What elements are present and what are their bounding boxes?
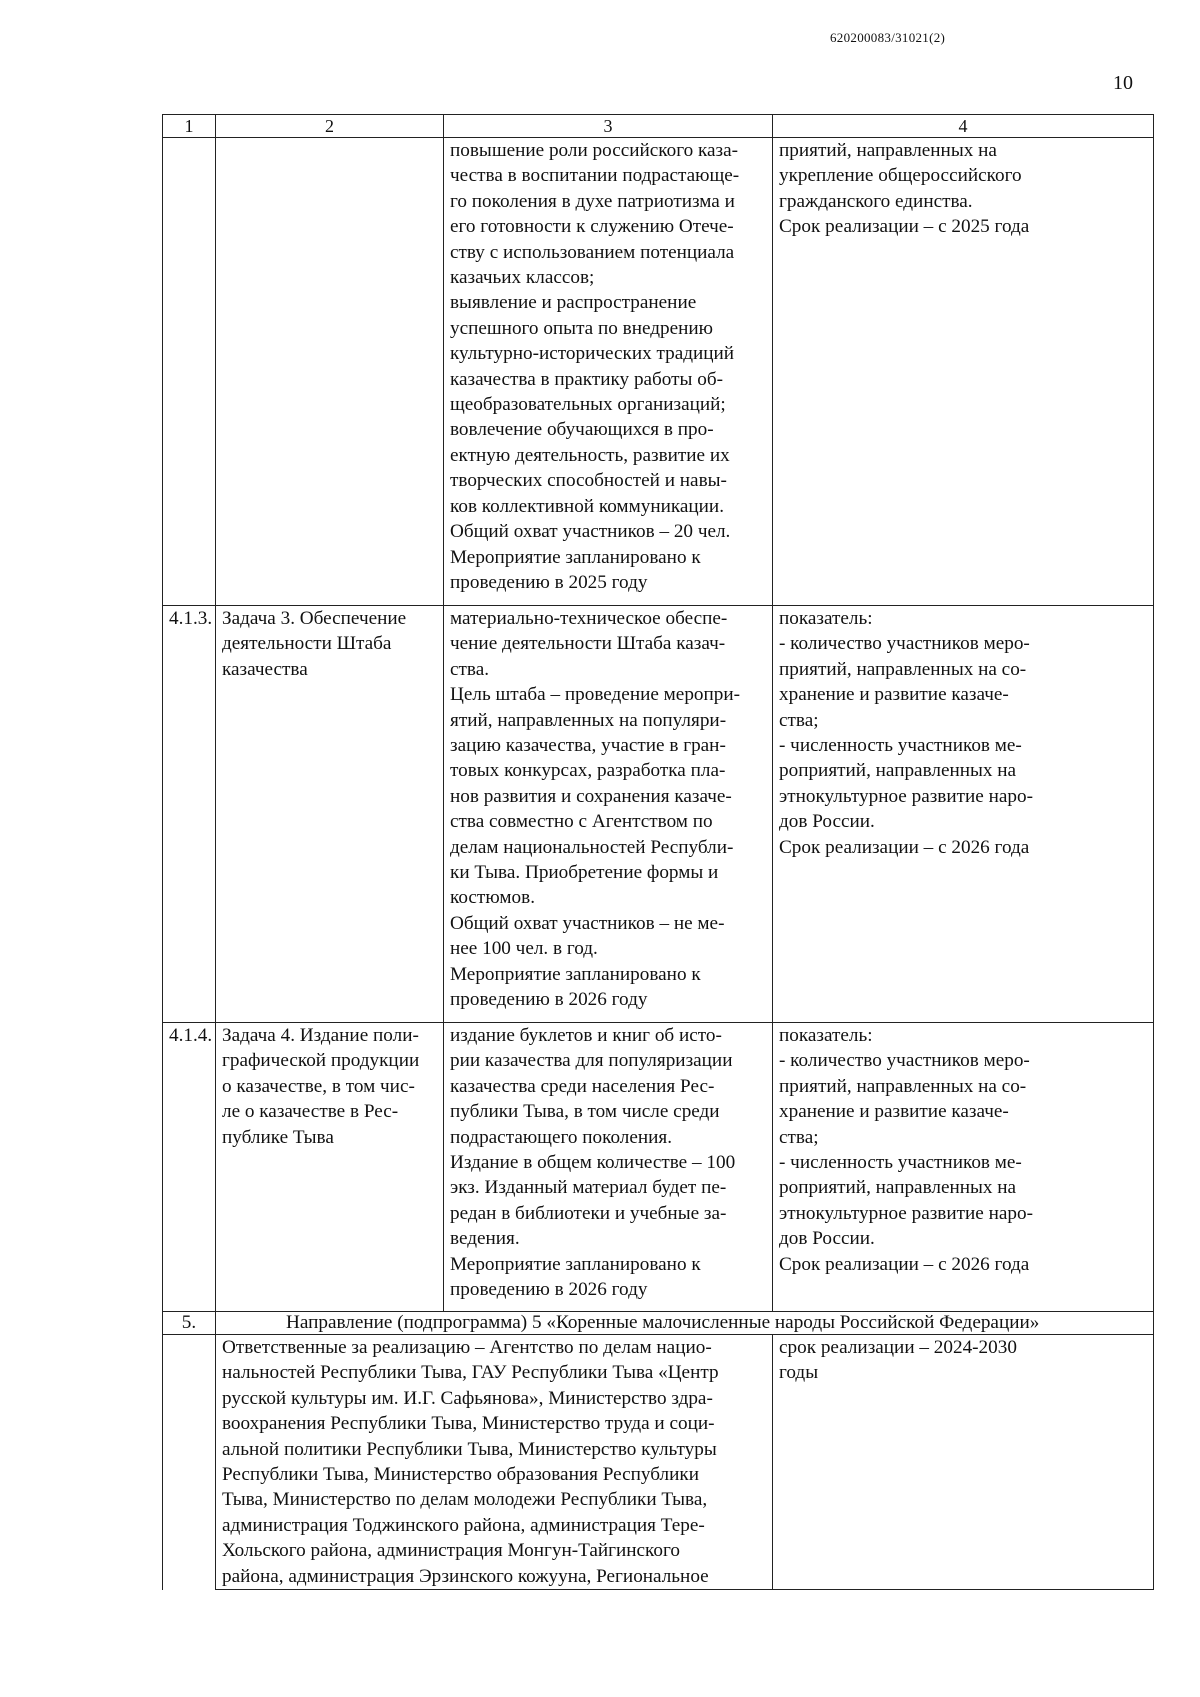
responsible-row: [163, 1335, 1154, 1590]
text-line: этнокультурное развитие наро-: [779, 785, 1033, 807]
empty-cell: [163, 1335, 216, 1590]
text-line: щеобразовательных организаций;: [450, 394, 726, 416]
text-line: проведению в 2025 году: [450, 571, 648, 593]
text-line: этнокультурное развитие наро-: [779, 1202, 1033, 1224]
text-line: повышение роли российского каза-: [450, 140, 739, 161]
program-table: [162, 114, 1154, 1590]
text-line: редан в библиотеки и учебные за-: [450, 1202, 727, 1224]
text-line: Хольского района, администрация Монгун-Тайгинского: [222, 1540, 680, 1562]
text-line: приятий, направленных на со-: [779, 658, 1027, 680]
indicator-cell: [773, 1023, 1154, 1312]
text-line: чение деятельности Штаба казач-: [450, 633, 726, 655]
text-line: Общий охват участников – не ме-: [450, 912, 725, 934]
text-line: роприятий, направленных на: [779, 1177, 1017, 1199]
column-header-4: 4: [773, 115, 1154, 138]
term-cell: [773, 1335, 1154, 1590]
text-line: ведения.: [450, 1228, 520, 1250]
text-line: - численность участников ме-: [779, 1152, 1022, 1174]
text-line: чества в воспитании подрастающе-: [450, 165, 740, 187]
column-header-2: 2: [216, 115, 444, 138]
text-line: - численность участников ме-: [779, 735, 1022, 757]
row-number: 4.1.3.: [163, 606, 216, 1023]
text-line: Мероприятие запланировано к: [450, 546, 701, 568]
row-number: [163, 138, 216, 606]
text-line: зацию казачества, участие в гран-: [450, 735, 726, 757]
text-line: творческих способностей и навы-: [450, 470, 727, 492]
text-line: ству с использованием потенциала: [450, 241, 735, 263]
text-line: Срок реализации – с 2026 года: [779, 1253, 1030, 1275]
page-number: 10: [1113, 72, 1133, 94]
text-line: подрастающего поколения.: [450, 1126, 673, 1148]
text-line: казачьих классов;: [450, 267, 595, 289]
text-line: ки Тыва. Приобретение формы и: [450, 862, 719, 884]
description-cell: [444, 1023, 773, 1312]
text-line: Задача 4. Издание поли-: [222, 1025, 419, 1046]
text-line: Задача 3. Обеспечение: [222, 608, 407, 629]
task-cell: [216, 606, 444, 1023]
direction-title: Направление (подпрограмма) 5 «Коренные малочисленные народы Российской Федерации»: [216, 1312, 1154, 1335]
text-line: ства совместно с Агентством по: [450, 811, 713, 833]
text-line: выявление и распространение: [450, 292, 697, 314]
text-line: Общий охват участников – 20 чел.: [450, 521, 731, 543]
direction-row: [163, 1312, 1154, 1335]
text-line: хранение и развитие казаче-: [779, 684, 1009, 706]
task-cell: [216, 1023, 444, 1312]
text-line: нальностей Республики Тыва, ГАУ Республики Тыва «Центр: [222, 1362, 719, 1384]
indicator-cell: [773, 138, 1154, 606]
table-row: [163, 138, 1154, 606]
text-line: Издание в общем количестве – 100: [450, 1152, 736, 1174]
text-line: Тыва, Министерство по делам молодежи Республики Тыва,: [222, 1489, 708, 1511]
text-line: ле о казачестве в Рес-: [222, 1101, 399, 1123]
text-line: казачества среди населения Рес-: [450, 1075, 715, 1097]
text-line: проведению в 2026 году: [450, 989, 648, 1011]
text-line: публики Тыва, в том числе среди: [450, 1101, 720, 1123]
column-header-1: 1: [163, 115, 216, 138]
text-line: Срок реализации – с 2025 года: [779, 216, 1030, 238]
text-line: годы: [779, 1362, 819, 1384]
text-line: альной политики Республики Тыва, Министерство культуры: [222, 1438, 717, 1460]
text-line: го поколения в духе патриотизма и: [450, 190, 735, 212]
table-row: [163, 1023, 1154, 1312]
text-line: роприятий, направленных на: [779, 760, 1017, 782]
text-line: экз. Изданный материал будет пе-: [450, 1177, 727, 1199]
text-line: воохранения Республики Тыва, Министерство труда и соци-: [222, 1413, 715, 1435]
table-row: [163, 606, 1154, 1023]
text-line: успешного опыта по внедрению: [450, 317, 713, 339]
text-line: издание буклетов и книг об исто-: [450, 1025, 722, 1046]
text-line: Республики Тыва, Министерство образования Республики: [222, 1464, 699, 1486]
description-cell: [444, 138, 773, 606]
text-line: Срок реализации – с 2026 года: [779, 836, 1030, 858]
text-line: товых конкурсах, разработка пла-: [450, 760, 726, 782]
text-line: проведению в 2026 году: [450, 1279, 648, 1301]
text-line: приятий, направленных на: [779, 140, 997, 161]
text-line: вовлечение обучающихся в про-: [450, 419, 714, 441]
text-line: срок реализации – 2024-2030: [779, 1337, 1017, 1358]
text-line: Ответственные за реализацию – Агентство по делам нацио-: [222, 1337, 712, 1358]
text-line: - количество участников меро-: [779, 633, 1030, 655]
text-line: ектную деятельность, развитие их: [450, 444, 730, 466]
text-line: ятий, направленных на популяри-: [450, 709, 727, 731]
text-line: ства;: [779, 1126, 819, 1148]
text-line: укрепление общероссийского: [779, 165, 1022, 187]
text-line: района, администрация Эрзинского кожууна, Региональное: [222, 1565, 709, 1587]
text-line: нее 100 чел. в год.: [450, 938, 598, 960]
direction-number: 5.: [163, 1312, 216, 1335]
column-header-3: 3: [444, 115, 773, 138]
text-line: культурно-исторических традиций: [450, 343, 735, 365]
text-line: русской культуры им. И.Г. Сафьянова», Министерство здра-: [222, 1387, 713, 1409]
document-id: 620200083/31021(2): [830, 30, 946, 45]
text-line: ства.: [450, 658, 490, 680]
text-line: - количество участников меро-: [779, 1050, 1030, 1072]
text-line: хранение и развитие казаче-: [779, 1101, 1009, 1123]
row-number: 4.1.4.: [163, 1023, 216, 1312]
responsible-cell: [216, 1335, 773, 1590]
text-line: публике Тыва: [222, 1126, 334, 1148]
text-line: его готовности к служению Отече-: [450, 216, 734, 238]
text-line: делам национальностей Республи-: [450, 836, 734, 858]
text-line: деятельности Штаба: [222, 633, 392, 655]
text-line: материально-техническое обеспе-: [450, 608, 728, 629]
table-header-row: [163, 115, 1154, 138]
text-line: дов России.: [779, 1228, 875, 1250]
text-line: Цель штаба – проведение меропри-: [450, 684, 741, 706]
text-line: рии казачества для популяризации: [450, 1050, 733, 1072]
text-line: администрация Тоджинского района, администрация Тере-: [222, 1514, 705, 1536]
text-line: графической продукции: [222, 1050, 420, 1072]
description-cell: [444, 606, 773, 1023]
text-line: дов России.: [779, 811, 875, 833]
text-line: казачества: [222, 658, 308, 680]
text-line: показатель:: [779, 608, 873, 629]
text-line: приятий, направленных на со-: [779, 1075, 1027, 1097]
text-line: гражданского единства.: [779, 190, 973, 212]
text-line: ков коллективной коммуникации.: [450, 495, 725, 517]
text-line: показатель:: [779, 1025, 873, 1046]
text-line: ства;: [779, 709, 819, 731]
indicator-cell: [773, 606, 1154, 1023]
text-line: казачества в практику работы об-: [450, 368, 723, 390]
text-line: Мероприятие запланировано к: [450, 1253, 701, 1275]
text-line: Мероприятие запланировано к: [450, 963, 701, 985]
text-line: костюмов.: [450, 887, 535, 909]
text-line: нов развития и сохранения казаче-: [450, 785, 732, 807]
text-line: о казачестве, в том чис-: [222, 1075, 415, 1097]
task-cell: [216, 138, 444, 606]
